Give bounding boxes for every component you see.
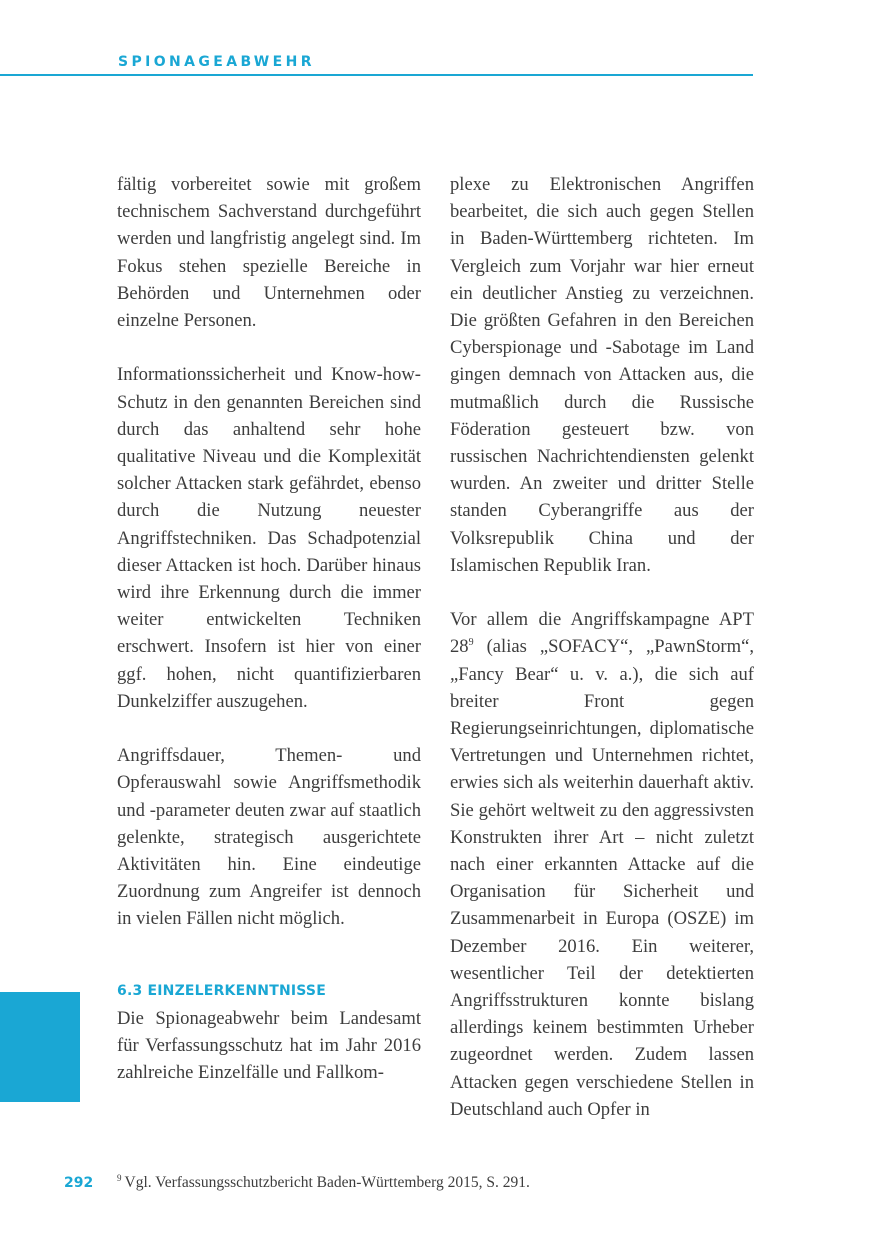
footnote-reference[interactable]: 9 [468,637,474,649]
right-column [450,171,754,1123]
page-number: 292 [64,1175,94,1191]
right-paragraph-1: plexe zu Elektronischen Angriffen bearbeitet, die sich auch gegen Stellen in Baden-Württemberg richteten. Im Vergleich zum Vorjahr war hier erneut ein deutlicher Anstieg zu verzeichnen. Die größten Gefahren in den Bereichen Cyberspionage und -Sabotage im Land gingen demnach von Attacken aus, die mutmaßlich durch die Russische Föderation gesteuert bzw. von russischen Nachrichtendiensten gelenkt wurden. An zweiter und dritter Stelle standen Cyberangriffe aus der Volksrepublik China und der Islamischen Republik Iran. [450,174,754,576]
section-heading: 6.3 EINZELERKENNTNISSE [117,982,326,999]
footnote-text: Vgl. Verfassungsschutzbericht Baden-Württemberg 2015, S. 291. [124,1174,530,1191]
section-paragraph: Die Spionageabwehr beim Landesamt für Verfassungsschutz hat im Jahr 2016 zahlreiche Einzelfälle und Fallkom- [117,1007,421,1084]
left-paragraph-2: Informationssicherheit und Know-how-Schutz in den genannten Bereichen sind durch das anhaltend sehr hohe qualitative Niveau und die Komplexität solcher Attacken stark gefährdet, ebenso durch die Nutzung neuester Angriffstechniken. Das Schadpotenzial dieser Attacken ist hoch. Darüber hinaus wird ihre Erkennung durch die immer weiter entwickelten Techniken erschwert. Insofern ist hier von einer ggf. hohen, nicht quantifizierbaren Dunkelziffer auszugehen. [117,364,421,712]
left-column [117,171,421,1086]
right-paragraph-2-rest: (alias „SOFACY“, „PawnStorm“, „Fancy Bear“ u. v. a.), die sich auf breiter Front gegen Regierungseinrichtungen, diplomatische Vertretungen und Unternehmen richtet, erwies sich als weiterhin dauerhaft aktiv. Sie gehört weltweit zu den aggressivsten Konstrukten ihrer Art – nicht zuletzt nach einer erkannten Attacke auf die Organisation für Sicherheit und Zusammenarbeit in Europa (OSZE) im Dezember 2016. Ein weiterer, wesentlicher Teil der detektierten Angriffsstrukturen konnte bislang allerdings keinem bestimmten Urheber zugeordnet werden. Zudem lassen Attacken gegen verschiedene Stellen in Deutschland auch Opfer in [450,636,754,1120]
right-paragraph-2 [450,606,754,1123]
right-paragraph-2-start: Vor allem die Angriffskampagne APT 28 [450,609,754,658]
left-paragraph-1: fältig vorbereitet sowie mit großem technischem Sachverstand durchgeführt werden und langfristig angelegt sind. Im Fokus stehen spezielle Bereiche in Behörden und Unternehmen oder einzelne Personen. [117,174,421,332]
running-title: SPIONAGEABWEHR [118,54,315,70]
header-rule [0,74,753,76]
footnote [117,1174,530,1192]
chapter-side-tab [0,992,80,1102]
left-paragraph-3: Angriffsdauer, Themen- und Opferauswahl sowie Angriffsmethodik und -parameter deuten zwar auf staatlich gelenkte, strategisch ausgerichtete Aktivitäten hin. Eine eindeutige Zuordnung zum Angreifer ist dennoch in vielen Fällen nicht möglich. [117,745,421,930]
footnote-mark: 9 [117,1172,122,1183]
